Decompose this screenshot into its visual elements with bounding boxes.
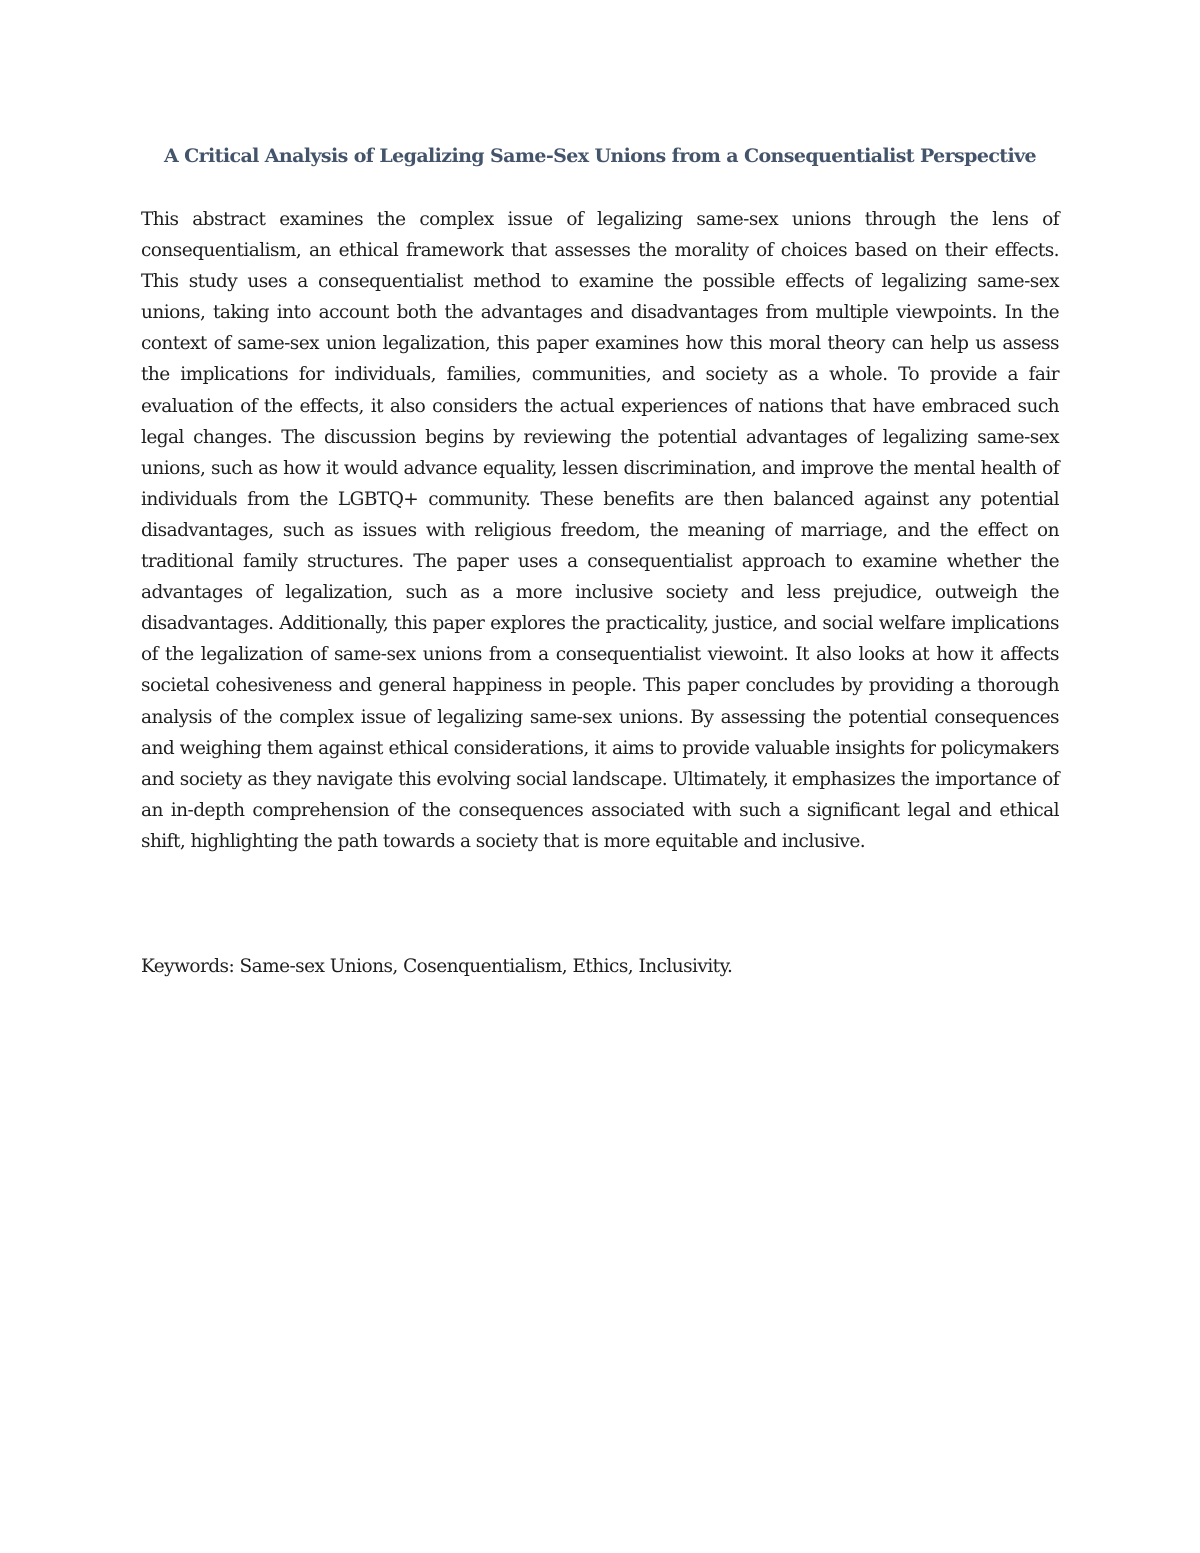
abstract-paragraph: This abstract examines the complex issue of legalizing same-sex unions through the lens of consequentialism, an ethical framework that assesses the morality of choices based on their effects. This study uses a consequentialist method to examine the possible effects of legalizing same-sex unions, taking into account both the advantages and disadvantages from multiple viewpoints. In the context of same-sex union legalization, this paper examines how this moral theory can help us assess the implications for individuals, families, communities, and society as a whole. To provide a fair evaluation of the effects, it also considers the actual experiences of nations that have embraced such legal changes. The discussion begins by reviewing the potential advantages of legalizing same-sex unions, such as how it would advance equality, lessen discrimination, and improve the mental health of individuals from the LGBTQ+ community. These benefits are then balanced against any potential disadvantages, such as issues with religious freedom, the meaning of marriage, and the effect on traditional family structures. The paper uses a consequentialist approach to examine whether the advantages of legalization, such as a more inclusive society and less prejudice, outweigh the disadvantages. Additionally, this paper explores the practicality, justice, and social welfare implications of the legalization of same-sex unions from a consequentialist viewoint. It also looks at how it affects societal cohesiveness and general happiness in people. This paper concludes by providing a thorough analysis of the complex issue of legalizing same-sex unions. By assessing the potential consequences and weighing them against ethical considerations, it aims to provide valuable insights for policymakers and society as they navigate this evolving social landscape. Ultimately, it emphasizes the importance of an in-depth comprehension of the consequences associated with such a significant legal and ethical shift, highlighting the path towards a society that is more equitable and inclusive.	[141, 209, 1059, 852]
keywords-line: Keywords: Same-sex Unions, Cosenquentialism, Ethics, Inclusivity.	[141, 956, 733, 977]
document-title: A Critical Analysis of Legalizing Same-Sex Unions from a Consequentialist Perspective	[163, 145, 1037, 167]
